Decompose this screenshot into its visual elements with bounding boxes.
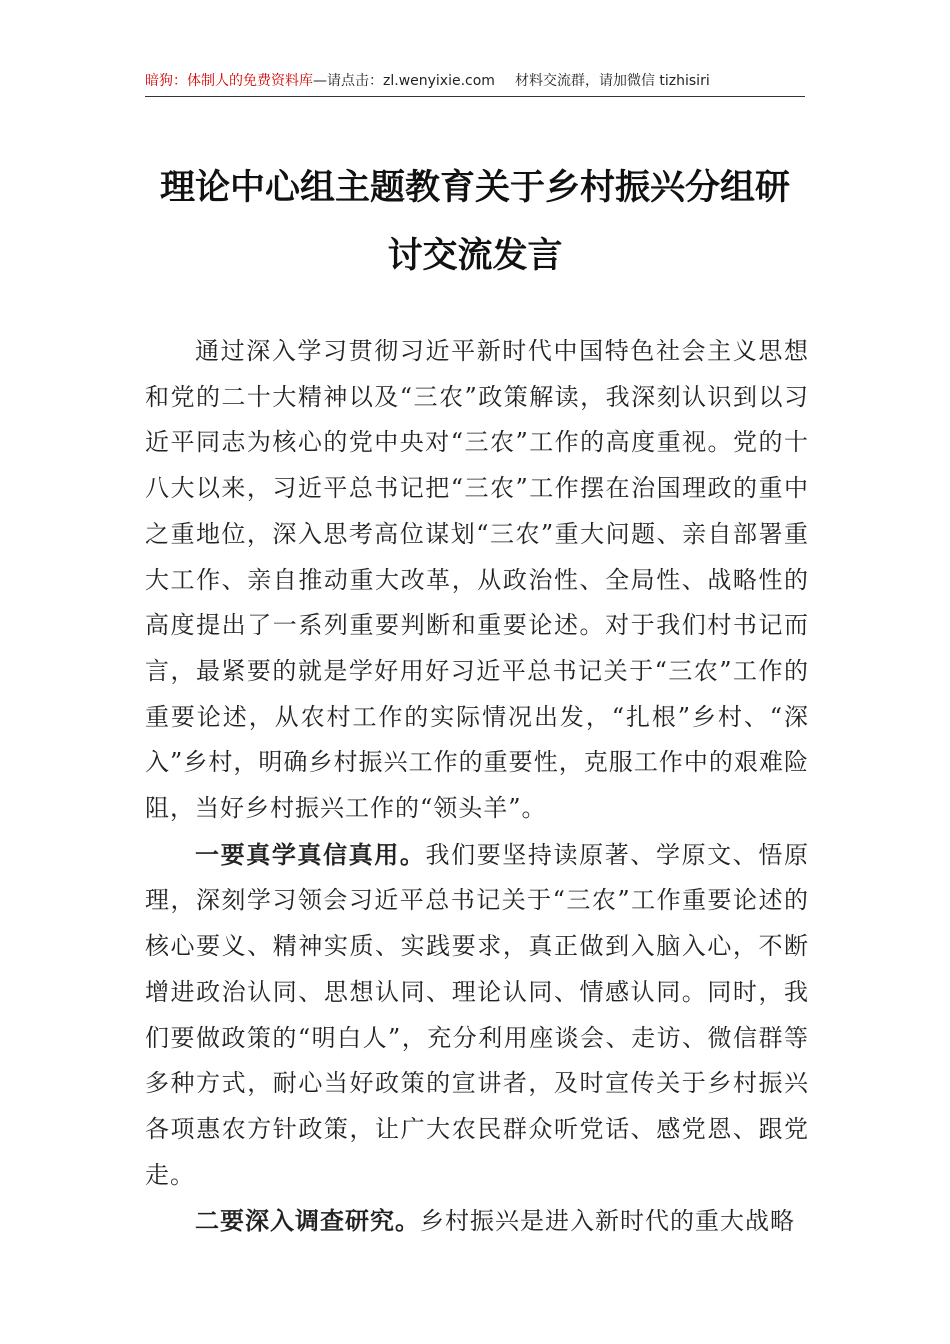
- document-body: [145, 329, 809, 1245]
- paragraph-lead: 二要深入调查研究。: [195, 1206, 420, 1236]
- paragraph-text: 乡村振兴是进入新时代的重大战略: [420, 1207, 795, 1236]
- paragraph-lead: 一要真学真信真用。: [195, 839, 426, 869]
- page-header: [145, 70, 805, 97]
- header-click-prefix: —请点击：: [313, 73, 383, 89]
- header-url-link[interactable]: zl.wenyixie.com: [383, 73, 495, 89]
- paragraph-3: [145, 1198, 809, 1245]
- paragraph-1: [145, 329, 809, 832]
- header-contact: 材料交流群，请加微信 tizhisiri: [514, 73, 710, 89]
- paragraph-2: [145, 832, 809, 1199]
- document-title-line-1: 理论中心组主题教育关于乡村振兴分组研: [159, 167, 790, 208]
- paragraph-text: 通过深入学习贯彻习近平新时代中国特色社会主义思想和党的二十大精神以及“三农”政策解读，我深刻认识到以习近平同志为核心的党中央对“三农”工作的高度重视。党的十八大以来，习近平总书记把“三农”工作摆在治国理政的重中之重地位，深入思考高位谋划“三农”重大问题、亲自部署重大工作、亲自推动重大改革，从政治性、全局性、战略性的高度提出了一系列重要判断和重要论述。对于我们村书记而言，最紧要的就是学好用好习近平总书记关于“三农”工作的重要论述，从农村工作的实际情况出发，“扎根”乡村、“深入”乡村，明确乡村振兴工作的重要性，克服工作中的艰难险阻，当好乡村振兴工作的“领头羊”。: [145, 337, 809, 823]
- document-title-line-2: 讨交流发言: [387, 235, 563, 276]
- paragraph-text: 我们要坚持读原著、学原文、悟原理，深刻学习领会习近平总书记关于“三农”工作重要论述的核心要义、精神实质、实践要求，真正做到入脑入心，不断增进政治认同、思想认同、理论认同、情感认同。同时，我们要做政策的“明白人”，充分利用座谈会、走访、微信群等多种方式，耐心当好政策的宣讲者，及时宣传关于乡村振兴各项惠农方针政策，让广大农民群众听党话、感党恩、跟党走。: [145, 840, 810, 1189]
- header-brand: 暗狗：体制人的免费资料库: [145, 73, 313, 89]
